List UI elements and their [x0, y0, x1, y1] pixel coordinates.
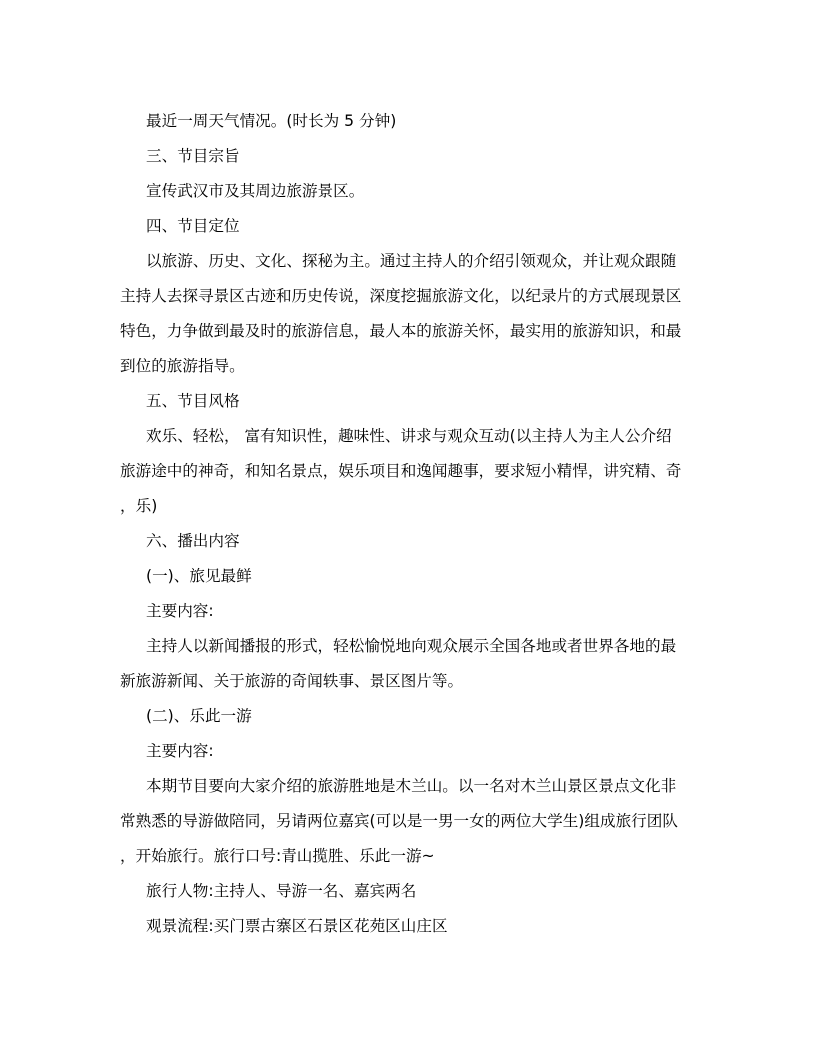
sightseeing-route-line: 观景流程:买门票古寨区石景区花苑区山庄区 [146, 917, 448, 935]
positioning-text-line-2: 主持人去探寻景区古迹和历史传说，深度挖掘旅游文化，以纪录片的方式展现景区 [120, 287, 682, 305]
style-text-line-2: 旅游途中的神奇，和知名景点，娱乐项目和逸闻趣事，要求短小精悍，讲究精、奇 [120, 462, 682, 480]
section-heading-style: 五、节目风格 [146, 392, 240, 410]
subsection-2-text-line-3: ，开始旅行。旅行口号:青山揽胜、乐此一游~ [120, 847, 435, 865]
positioning-text-line-1: 以旅游、历史、文化、探秘为主。通过主持人的介绍引领观众，并让观众跟随 [146, 252, 677, 270]
positioning-text-line-3: 特色，力争做到最及时的旅游信息，最人本的旅游关怀，最实用的旅游知识，和最 [120, 322, 682, 340]
subsection-2-text-line-2: 常熟悉的导游做陪同，另请两位嘉宾(可以是一男一女的两位大学生)组成旅行团队 [120, 812, 678, 830]
main-content-label-2: 主要内容: [146, 742, 214, 760]
section-heading-content: 六、播出内容 [146, 532, 240, 550]
travel-personnel-line: 旅行人物:主持人、导游一名、嘉宾两名 [146, 882, 417, 900]
subsection-heading-1: (一)、旅见最鲜 [146, 567, 252, 585]
style-text-line-1: 欢乐、轻松， 富有知识性，趣味性、讲求与观众互动(以主持人为主人公介绍 [146, 427, 672, 445]
weather-duration-line: 最近一周天气情况。(时长为 5 分钟) [146, 112, 397, 130]
document-page [120, 104, 698, 944]
positioning-text-line-4: 到位的旅游指导。 [120, 357, 245, 375]
purpose-text: 宣传武汉市及其周边旅游景区。 [146, 182, 365, 200]
section-heading-positioning: 四、节目定位 [146, 217, 240, 235]
subsection-2-text-line-1: 本期节目要向大家介绍的旅游胜地是木兰山。以一名对木兰山景区景点文化非 [146, 777, 677, 795]
main-content-label-1: 主要内容: [146, 602, 214, 620]
subsection-heading-2: (二)、乐此一游 [146, 707, 252, 725]
subsection-1-text-line-2: 新旅游新闻、关于旅游的奇闻轶事、景区图片等。 [120, 672, 464, 690]
style-text-line-3: ，乐) [120, 497, 158, 515]
section-heading-purpose: 三、节目宗旨 [146, 147, 240, 165]
subsection-1-text-line-1: 主持人以新闻播报的形式，轻松愉悦地向观众展示全国各地或者世界各地的最 [146, 637, 677, 655]
